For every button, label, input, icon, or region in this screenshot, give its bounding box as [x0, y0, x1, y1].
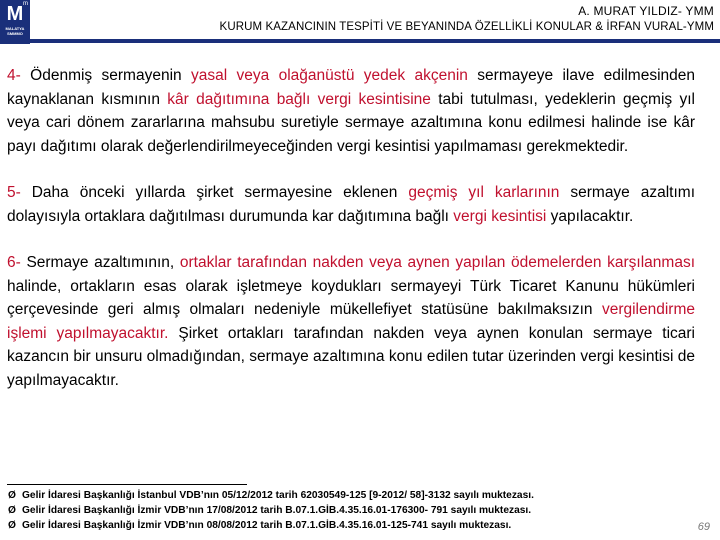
highlighted-text: geçmiş yıl karlarının	[408, 184, 560, 201]
highlighted-text: 5-	[7, 184, 21, 201]
footnote-text: Gelir İdaresi Başkanlığı İzmir VDB’nın 08/08/2012 tarih B.07.1.GİB.4.35.16.01-125-741 sayılı muktezası.	[22, 520, 512, 531]
page-number: 69	[697, 521, 710, 533]
paragraph-text: Daha önceki yıllarda şirket sermayesine eklenen	[20, 184, 409, 201]
logo-superscript: m	[23, 1, 28, 7]
paragraph-text: Şirket ortakları tarafından nakden veya aynen konulan sermaye ticari kazancın bir unsuru olmadığından, sermaye azaltımına konu edilen tutar üzerinden vergi kesintisi de yapılmayacaktır.	[7, 324, 695, 389]
highlighted-text: yasal veya olağanüstü yedek akçenin	[190, 67, 468, 84]
logo-org-line1: MALATYA	[5, 26, 25, 31]
footnote-item	[8, 518, 534, 533]
footnote-text: Gelir İdaresi Başkanlığı İzmir VDB’nın 17/08/2012 tarih B.07.1.GİB.4.35.16.01-176300- 791 sayılı muktezası.	[22, 505, 532, 516]
header-title: KURUM KAZANCININ TESPİTİ VE BEYANINDA ÖZELLİKLİ KONULAR & İRFAN VURAL-YMM	[219, 21, 714, 33]
arrow-bullet-icon: Ø	[8, 490, 16, 501]
body-content	[7, 64, 695, 392]
paragraph-text: tabi tutulması, yedeklerin geçmiş yıl veya cari dönem zararlarına mahsubu suretiyle sermaye azaltımına konu edilmesi halinde ise kâr payı dağıtımı olarak değerlendirilmeyeceğinden vergi kesintisi yapılmaması gerekmektedir.	[7, 90, 695, 155]
footnote-item	[8, 503, 534, 518]
highlighted-text: 6-	[7, 254, 21, 271]
highlighted-text: kâr dağıtımına bağlı vergi kesintisine	[167, 90, 431, 108]
paragraph-text: sermaye azaltımı dolayısıyla ortaklara dağıtılması durumunda kar dağıtımına bağlı	[7, 184, 696, 225]
logo-mark: M	[6, 3, 24, 25]
paragraph-text: halinde, ortakların esas olarak işletmeye koydukları sermayeyi Türk Ticaret Kanunu hükümleri çerçevesinde geri almış olmaları nedeniyle mükellefiyet statüsüne bakılmaksızın	[7, 277, 695, 318]
footnotes	[8, 488, 534, 533]
logo-org-line2: SMMMO	[7, 31, 23, 36]
footnote-rule	[7, 484, 247, 485]
paragraph-text: yapılacaktır.	[546, 207, 634, 225]
footnote-item	[8, 488, 534, 503]
highlighted-text: vergilendirme işlemi yapılmayacaktır.	[7, 301, 695, 342]
paragraph-5	[7, 181, 695, 228]
paragraph-text: sermayeye ilave edilmesinden kaynaklanan kısmının	[7, 67, 696, 108]
paragraph-text: Sermaye azaltımının,	[20, 254, 180, 271]
highlighted-text: vergi kesintisi	[453, 207, 547, 225]
arrow-bullet-icon: Ø	[8, 505, 16, 516]
arrow-bullet-icon: Ø	[8, 520, 16, 531]
highlighted-text: 4-	[7, 67, 21, 84]
paragraph-text: Ödenmiş sermayenin	[20, 67, 191, 84]
footnote-text: Gelir İdaresi Başkanlığı İstanbul VDB’nın 05/12/2012 tarih 62030549-125 [9-2012/ 58]-3132 sayılı muktezası.	[22, 490, 534, 501]
paragraph-6	[7, 251, 695, 392]
paragraph-4	[7, 64, 695, 158]
highlighted-text: ortaklar tarafından nakden veya aynen yapılan ödemelerden karşılanması	[179, 254, 696, 271]
logo	[0, 0, 30, 44]
header-rule	[0, 39, 720, 43]
header-author: A. MURAT YILDIZ- YMM	[578, 4, 714, 18]
